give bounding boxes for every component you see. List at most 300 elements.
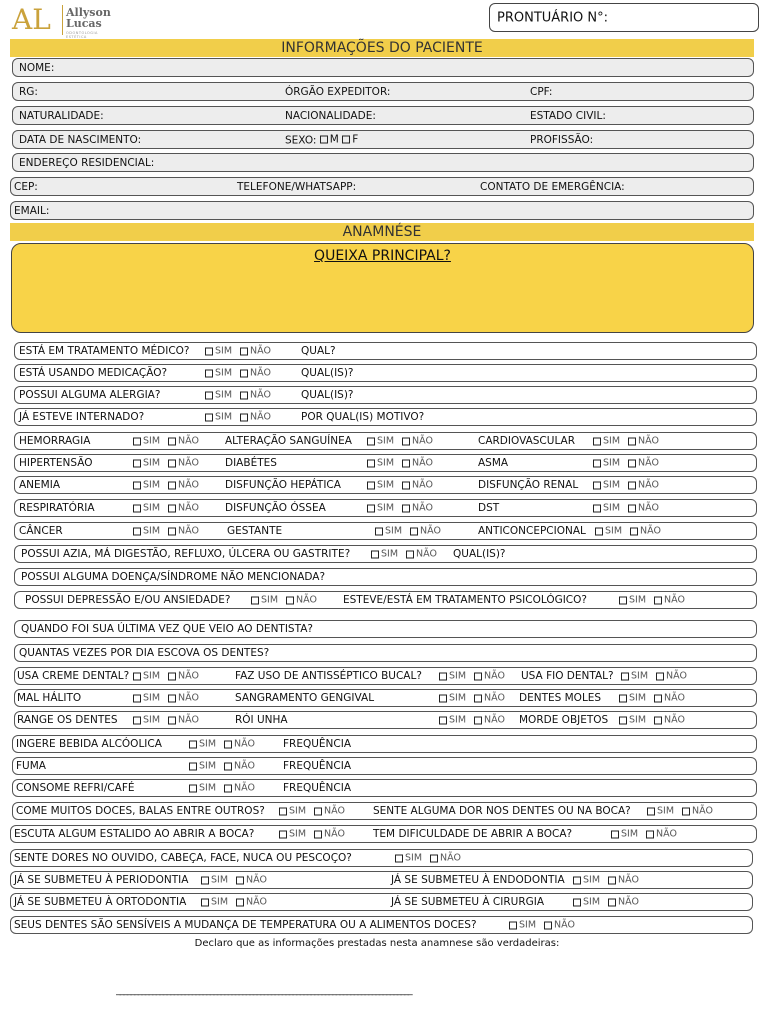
sim-nao-group bbox=[201, 897, 267, 908]
sim-label: SIM bbox=[603, 479, 621, 491]
sim-checkbox[interactable] bbox=[621, 671, 648, 682]
question-med-label: ESTÁ USANDO MEDICAÇÃO? bbox=[19, 367, 168, 379]
question-row[interactable] bbox=[12, 757, 757, 775]
checkbox-icon bbox=[611, 830, 619, 838]
checkbox-icon bbox=[279, 830, 287, 838]
nao-label: NÃO bbox=[420, 525, 441, 537]
nao-checkbox[interactable] bbox=[168, 436, 199, 447]
question-frequencia-label: FREQUÊNCIA bbox=[283, 782, 352, 794]
nao-checkbox[interactable] bbox=[402, 503, 433, 514]
rg-row[interactable] bbox=[12, 82, 754, 101]
question-frequencia-label: FREQUÊNCIA bbox=[283, 738, 352, 750]
nao-checkbox[interactable] bbox=[224, 761, 255, 772]
sim-checkbox[interactable] bbox=[439, 693, 466, 704]
checkbox-icon bbox=[240, 391, 248, 399]
checkbox-icon bbox=[314, 830, 322, 838]
checkbox-icon bbox=[402, 481, 410, 489]
question-row[interactable] bbox=[10, 871, 753, 889]
nao-checkbox[interactable] bbox=[430, 853, 461, 864]
estado-civil-label: ESTADO CIVIL: bbox=[530, 109, 606, 122]
sim-label: SIM bbox=[605, 525, 623, 537]
checkbox-icon bbox=[402, 459, 410, 467]
question-cardio-label: CARDIOVASCULAR bbox=[478, 435, 576, 447]
naturalidade-row[interactable] bbox=[12, 106, 754, 125]
question-row[interactable] bbox=[14, 522, 757, 540]
checkbox-icon bbox=[375, 527, 383, 535]
sim-label: SIM bbox=[631, 670, 649, 682]
sim-checkbox[interactable] bbox=[251, 595, 278, 606]
sim-checkbox[interactable] bbox=[189, 783, 216, 794]
checkbox-icon bbox=[621, 672, 629, 680]
nao-checkbox[interactable] bbox=[654, 715, 685, 726]
question-row[interactable] bbox=[14, 591, 757, 609]
checkbox-icon bbox=[395, 854, 403, 862]
nao-label: NÃO bbox=[440, 852, 461, 864]
sim-checkbox[interactable] bbox=[593, 480, 620, 491]
question-roi-label: RÓI UNHA bbox=[235, 714, 288, 726]
nao-checkbox[interactable] bbox=[402, 458, 433, 469]
checkbox-icon bbox=[593, 504, 601, 512]
sim-checkbox[interactable] bbox=[573, 875, 600, 886]
nao-checkbox[interactable] bbox=[402, 436, 433, 447]
nao-checkbox[interactable] bbox=[240, 346, 271, 357]
sim-label: SIM bbox=[381, 548, 399, 560]
nao-checkbox[interactable] bbox=[236, 897, 267, 908]
nao-checkbox[interactable] bbox=[168, 693, 199, 704]
sim-checkbox[interactable] bbox=[133, 693, 160, 704]
endereco-label: ENDEREÇO RESIDENCIAL: bbox=[19, 156, 155, 169]
sim-checkbox[interactable] bbox=[133, 436, 160, 447]
question-fuma-label: FUMA bbox=[16, 760, 46, 772]
checkbox-icon bbox=[205, 391, 213, 399]
question-row[interactable] bbox=[14, 454, 757, 472]
nao-label: NÃO bbox=[638, 479, 659, 491]
prontuario-box[interactable] bbox=[489, 3, 759, 32]
sim-checkbox[interactable] bbox=[367, 503, 394, 514]
nao-checkbox[interactable] bbox=[236, 875, 267, 886]
nao-label: NÃO bbox=[178, 692, 199, 704]
sim-checkbox[interactable] bbox=[619, 693, 646, 704]
sim-checkbox[interactable] bbox=[205, 368, 232, 379]
checkbox-icon bbox=[406, 550, 414, 558]
sim-label: SIM bbox=[657, 805, 675, 817]
question-dor-label: SENTE ALGUMA DOR NOS DENTES OU NA BOCA? bbox=[373, 805, 631, 817]
nao-checkbox[interactable] bbox=[628, 436, 659, 447]
sim-checkbox[interactable] bbox=[279, 806, 306, 817]
checkbox-icon bbox=[628, 481, 636, 489]
nao-checkbox[interactable] bbox=[630, 526, 661, 537]
sim-checkbox[interactable] bbox=[205, 412, 232, 423]
nao-label: NÃO bbox=[638, 457, 659, 469]
sim-checkbox[interactable] bbox=[439, 715, 466, 726]
nao-checkbox[interactable] bbox=[406, 549, 437, 560]
nascimento-label: DATA DE NASCIMENTO: bbox=[19, 133, 142, 146]
nao-checkbox[interactable] bbox=[474, 715, 505, 726]
nao-label: NÃO bbox=[484, 714, 505, 726]
sim-checkbox[interactable] bbox=[595, 526, 622, 537]
checkbox-icon bbox=[314, 807, 322, 815]
sim-nao-group bbox=[593, 503, 659, 514]
sim-checkbox[interactable] bbox=[619, 595, 646, 606]
endereco-field[interactable] bbox=[12, 153, 754, 172]
sim-checkbox[interactable] bbox=[205, 390, 232, 401]
nao-checkbox[interactable] bbox=[168, 503, 199, 514]
checkbox-icon bbox=[654, 596, 662, 604]
sim-nao-group bbox=[439, 693, 505, 704]
question-row[interactable] bbox=[12, 802, 757, 820]
sim-checkbox[interactable] bbox=[133, 458, 160, 469]
question-motivo-label: POR QUAL(IS) MOTIVO? bbox=[301, 411, 425, 423]
checkbox-icon bbox=[168, 694, 176, 702]
sim-nao-group bbox=[371, 549, 437, 560]
sim-nao-group bbox=[205, 412, 271, 423]
question-alcool-label: INGERE BEBIDA ALCÓOLICA bbox=[16, 738, 162, 750]
checkbox-icon bbox=[168, 437, 176, 445]
signature-line[interactable]: __________________________________________________________________________________ bbox=[116, 985, 412, 996]
sim-checkbox[interactable] bbox=[133, 503, 160, 514]
sim-nao-group bbox=[367, 503, 433, 514]
checkbox-icon bbox=[201, 898, 209, 906]
sim-label: SIM bbox=[377, 435, 395, 447]
question-ossea-label: DISFUNÇÃO ÓSSEA bbox=[225, 502, 326, 514]
nao-checkbox[interactable] bbox=[240, 412, 271, 423]
checkbox-icon bbox=[628, 459, 636, 467]
checkbox-icon bbox=[133, 694, 141, 702]
checkbox-icon bbox=[628, 504, 636, 512]
question-asma-label: ASMA bbox=[478, 457, 509, 469]
checkbox-icon bbox=[573, 876, 581, 884]
checkbox-icon bbox=[619, 694, 627, 702]
nao-checkbox[interactable] bbox=[168, 458, 199, 469]
checkbox-icon bbox=[133, 716, 141, 724]
sim-nao-group bbox=[573, 897, 639, 908]
sim-label: SIM bbox=[143, 479, 161, 491]
question-row[interactable] bbox=[14, 568, 757, 586]
nao-label: NÃO bbox=[250, 411, 271, 423]
question-row[interactable] bbox=[12, 735, 757, 753]
nao-label: NÃO bbox=[412, 435, 433, 447]
checkbox-icon bbox=[240, 369, 248, 377]
nao-label: NÃO bbox=[412, 502, 433, 514]
question-frequencia-label: FREQUÊNCIA bbox=[283, 760, 352, 772]
nao-checkbox[interactable] bbox=[168, 715, 199, 726]
sim-label: SIM bbox=[449, 692, 467, 704]
checkbox-icon bbox=[224, 740, 232, 748]
question-respiratoria-label: RESPIRATÓRIA bbox=[19, 502, 95, 514]
telefone-label: TELEFONE/WHATSAPP: bbox=[237, 180, 357, 193]
sim-checkbox[interactable] bbox=[367, 458, 394, 469]
nao-checkbox[interactable] bbox=[168, 671, 199, 682]
question-row[interactable] bbox=[10, 893, 753, 911]
sim-nao-group bbox=[251, 595, 317, 606]
nao-checkbox[interactable] bbox=[224, 739, 255, 750]
question-cirurgia-label: JÁ SE SUBMETEU À CIRURGIA bbox=[391, 896, 545, 908]
checkbox-icon bbox=[205, 369, 213, 377]
sexo-f-checkbox[interactable] bbox=[342, 133, 358, 145]
question-dificuldade-label: TEM DIFICULDADE DE ABRIR A BOCA? bbox=[373, 828, 573, 840]
nao-label: NÃO bbox=[234, 760, 255, 772]
sim-checkbox[interactable] bbox=[509, 920, 536, 931]
question-row[interactable] bbox=[14, 499, 757, 517]
question-doces-label: COME MUITOS DOCES, BALAS ENTRE OUTROS? bbox=[16, 805, 265, 817]
nao-checkbox[interactable] bbox=[402, 480, 433, 491]
sim-checkbox[interactable] bbox=[201, 897, 228, 908]
question-morde-label: MORDE OBJETOS bbox=[519, 714, 609, 726]
sim-nao-group bbox=[133, 671, 199, 682]
question-quais-label: QUAL(IS)? bbox=[301, 367, 354, 379]
nao-label: NÃO bbox=[664, 692, 685, 704]
question-row[interactable] bbox=[10, 916, 753, 934]
nao-checkbox[interactable] bbox=[656, 671, 687, 682]
checkbox-icon bbox=[201, 876, 209, 884]
checkbox-icon bbox=[474, 716, 482, 724]
nome-field[interactable] bbox=[12, 58, 754, 77]
nao-label: NÃO bbox=[640, 525, 661, 537]
nao-checkbox[interactable] bbox=[240, 368, 271, 379]
question-creme-label: USA CREME DENTAL? bbox=[17, 670, 130, 682]
question-gestante-label: GESTANTE bbox=[227, 525, 283, 537]
nao-label: NÃO bbox=[692, 805, 713, 817]
question-alergia-label: POSSUI ALGUMA ALERGIA? bbox=[19, 389, 161, 401]
checkbox-icon bbox=[236, 898, 244, 906]
sim-label: SIM bbox=[449, 714, 467, 726]
sim-checkbox[interactable] bbox=[439, 671, 466, 682]
nao-checkbox[interactable] bbox=[544, 920, 575, 931]
question-sensiveis-label: SEUS DENTES SÃO SENSÍVEIS A MUDANÇA DE TEMPERATURA OU A ALIMENTOS DOCES? bbox=[14, 919, 477, 931]
checkbox-icon bbox=[371, 550, 379, 558]
logo bbox=[10, 3, 120, 37]
sim-label: SIM bbox=[583, 896, 601, 908]
sim-checkbox[interactable] bbox=[593, 503, 620, 514]
sim-nao-group bbox=[573, 875, 639, 886]
nao-checkbox[interactable] bbox=[168, 526, 199, 537]
sim-nao-group bbox=[621, 671, 687, 682]
sim-checkbox[interactable] bbox=[279, 829, 306, 840]
sim-nao-group bbox=[279, 806, 345, 817]
checkbox-icon bbox=[251, 596, 259, 604]
sim-label: SIM bbox=[603, 435, 621, 447]
nao-label: NÃO bbox=[178, 525, 199, 537]
checkbox-icon bbox=[240, 347, 248, 355]
nao-checkbox[interactable] bbox=[628, 503, 659, 514]
sim-checkbox[interactable] bbox=[375, 526, 402, 537]
sim-label: SIM bbox=[385, 525, 403, 537]
sim-checkbox[interactable] bbox=[395, 853, 422, 864]
checkbox-icon bbox=[133, 481, 141, 489]
logo-initials: AL bbox=[12, 3, 51, 36]
question-row[interactable] bbox=[14, 408, 757, 426]
section-patient-info: INFORMAÇÕES DO PACIENTE bbox=[10, 39, 754, 57]
sim-checkbox[interactable] bbox=[189, 761, 216, 772]
question-moles-label: DENTES MOLES bbox=[519, 692, 602, 704]
checkbox-icon bbox=[168, 672, 176, 680]
question-row[interactable] bbox=[14, 620, 757, 638]
nao-checkbox[interactable] bbox=[608, 875, 639, 886]
checkbox-icon bbox=[402, 437, 410, 445]
email-field[interactable] bbox=[10, 201, 754, 220]
nome-label: NOME: bbox=[19, 61, 55, 74]
nao-label: NÃO bbox=[246, 874, 267, 886]
question-estalido-label: ESCUTA ALGUM ESTALIDO AO ABRIR A BOCA? bbox=[14, 828, 255, 840]
nao-checkbox[interactable] bbox=[474, 671, 505, 682]
checkbox-icon bbox=[608, 898, 616, 906]
sim-checkbox[interactable] bbox=[647, 806, 674, 817]
question-cancer-label: CÂNCER bbox=[19, 525, 63, 537]
queixa-box[interactable] bbox=[11, 243, 754, 333]
question-perio-label: JÁ SE SUBMETEU À PERIODONTIA bbox=[14, 874, 189, 886]
nao-checkbox[interactable] bbox=[240, 390, 271, 401]
nao-checkbox[interactable] bbox=[224, 783, 255, 794]
nao-label: NÃO bbox=[412, 479, 433, 491]
email-label: EMAIL: bbox=[14, 204, 50, 217]
checkbox-icon bbox=[682, 807, 690, 815]
sim-checkbox[interactable] bbox=[371, 549, 398, 560]
checkbox-icon bbox=[509, 921, 517, 929]
checkbox-icon bbox=[133, 527, 141, 535]
nao-label: NÃO bbox=[416, 548, 437, 560]
question-hepatica-label: DISFUNÇÃO HEPÁTICA bbox=[225, 479, 341, 491]
sim-nao-group bbox=[189, 761, 255, 772]
sim-nao-group bbox=[619, 595, 685, 606]
question-row[interactable] bbox=[12, 779, 757, 797]
question-row[interactable] bbox=[10, 849, 753, 867]
nao-checkbox[interactable] bbox=[314, 806, 345, 817]
nao-label: NÃO bbox=[412, 457, 433, 469]
question-row[interactable] bbox=[14, 342, 757, 360]
sim-nao-group bbox=[395, 853, 461, 864]
sim-label: SIM bbox=[629, 714, 647, 726]
question-row[interactable] bbox=[14, 711, 757, 729]
sexo-m-checkbox[interactable] bbox=[320, 133, 339, 145]
sim-nao-group bbox=[133, 503, 199, 514]
nao-label: NÃO bbox=[656, 828, 677, 840]
checkbox-icon bbox=[439, 672, 447, 680]
checkbox-icon bbox=[439, 716, 447, 724]
question-row[interactable] bbox=[14, 364, 757, 382]
sim-nao-group bbox=[611, 829, 677, 840]
nao-checkbox[interactable] bbox=[410, 526, 441, 537]
nao-checkbox[interactable] bbox=[314, 829, 345, 840]
checkbox-icon bbox=[647, 807, 655, 815]
sexo-label: SEXO: bbox=[285, 134, 317, 146]
checkbox-icon bbox=[573, 898, 581, 906]
nao-checkbox[interactable] bbox=[682, 806, 713, 817]
sim-nao-group bbox=[279, 829, 345, 840]
sim-label: SIM bbox=[211, 896, 229, 908]
checkbox-icon bbox=[593, 437, 601, 445]
nao-checkbox[interactable] bbox=[646, 829, 677, 840]
question-row[interactable] bbox=[14, 545, 757, 563]
checkbox-icon bbox=[224, 784, 232, 792]
sim-nao-group bbox=[439, 671, 505, 682]
nao-checkbox[interactable] bbox=[474, 693, 505, 704]
question-diabetes-label: DIABÉTES bbox=[225, 457, 277, 469]
checkbox-icon bbox=[286, 596, 294, 604]
sim-checkbox[interactable] bbox=[593, 458, 620, 469]
question-row[interactable] bbox=[14, 432, 757, 450]
sim-checkbox[interactable] bbox=[367, 480, 394, 491]
cep-row[interactable] bbox=[10, 177, 754, 196]
sim-checkbox[interactable] bbox=[201, 875, 228, 886]
sim-checkbox[interactable] bbox=[611, 829, 638, 840]
sim-label: SIM bbox=[199, 760, 217, 772]
nascimento-row[interactable] bbox=[12, 130, 754, 149]
sim-label: SIM bbox=[215, 389, 233, 401]
sim-nao-group bbox=[133, 715, 199, 726]
sim-label: SIM bbox=[603, 457, 621, 469]
checkbox-icon bbox=[168, 716, 176, 724]
nao-label: NÃO bbox=[178, 670, 199, 682]
checkbox-icon bbox=[133, 672, 141, 680]
nao-checkbox[interactable] bbox=[628, 458, 659, 469]
question-psico-label: ESTEVE/ESTÁ EM TRATAMENTO PSICOLÓGICO? bbox=[343, 594, 587, 606]
question-sangramento-label: SANGRAMENTO GENGIVAL bbox=[235, 692, 375, 704]
question-anemia-label: ANEMIA bbox=[19, 479, 61, 491]
nao-label: NÃO bbox=[296, 594, 317, 606]
sim-checkbox[interactable] bbox=[133, 671, 160, 682]
nao-label: NÃO bbox=[234, 782, 255, 794]
nao-checkbox[interactable] bbox=[608, 897, 639, 908]
nao-label: NÃO bbox=[666, 670, 687, 682]
question-row[interactable] bbox=[10, 825, 757, 843]
sim-label: SIM bbox=[289, 828, 307, 840]
question-azia-label: POSSUI AZIA, MÁ DIGESTÃO, REFLUXO, ÚLCERA OU GASTRITE? bbox=[21, 548, 351, 560]
question-renal-label: DISFUNÇÃO RENAL bbox=[478, 479, 579, 491]
checkbox-icon bbox=[593, 459, 601, 467]
sim-nao-group bbox=[619, 693, 685, 704]
question-antisseptico-label: FAZ USO DE ANTISSÉPTICO BUCAL? bbox=[235, 670, 422, 682]
question-row[interactable] bbox=[14, 386, 757, 404]
nao-checkbox[interactable] bbox=[286, 595, 317, 606]
checkbox-icon bbox=[593, 481, 601, 489]
checkbox-icon bbox=[544, 921, 552, 929]
sim-checkbox[interactable] bbox=[573, 897, 600, 908]
sim-checkbox[interactable] bbox=[367, 436, 394, 447]
question-row[interactable] bbox=[14, 667, 757, 685]
sim-checkbox[interactable] bbox=[205, 346, 232, 357]
sexo-group bbox=[285, 133, 358, 146]
question-row[interactable] bbox=[14, 644, 757, 662]
nao-label: NÃO bbox=[618, 874, 639, 886]
question-row[interactable] bbox=[14, 689, 757, 707]
checkbox-icon bbox=[168, 504, 176, 512]
sim-nao-group bbox=[189, 739, 255, 750]
sim-checkbox[interactable] bbox=[133, 480, 160, 491]
cep-label: CEP: bbox=[14, 180, 38, 193]
question-outra-label: POSSUI ALGUMA DOENÇA/SÍNDROME NÃO MENCIONADA? bbox=[21, 571, 326, 583]
nao-label: NÃO bbox=[324, 828, 345, 840]
sim-label: SIM bbox=[143, 435, 161, 447]
question-escova-label: QUANTAS VEZES POR DIA ESCOVA OS DENTES? bbox=[19, 647, 270, 659]
nao-checkbox[interactable] bbox=[654, 693, 685, 704]
sim-nao-group bbox=[439, 715, 505, 726]
sim-label: SIM bbox=[199, 782, 217, 794]
sim-checkbox[interactable] bbox=[619, 715, 646, 726]
nao-checkbox[interactable] bbox=[628, 480, 659, 491]
nao-checkbox[interactable] bbox=[168, 480, 199, 491]
sim-checkbox[interactable] bbox=[133, 715, 160, 726]
checkbox-icon bbox=[619, 596, 627, 604]
sim-checkbox[interactable] bbox=[133, 526, 160, 537]
nao-checkbox[interactable] bbox=[654, 595, 685, 606]
checkbox-icon bbox=[474, 672, 482, 680]
sim-checkbox[interactable] bbox=[593, 436, 620, 447]
sim-checkbox[interactable] bbox=[189, 739, 216, 750]
nao-label: NÃO bbox=[618, 896, 639, 908]
question-row[interactable] bbox=[14, 476, 757, 494]
checkbox-icon bbox=[595, 527, 603, 535]
sim-label: SIM bbox=[449, 670, 467, 682]
